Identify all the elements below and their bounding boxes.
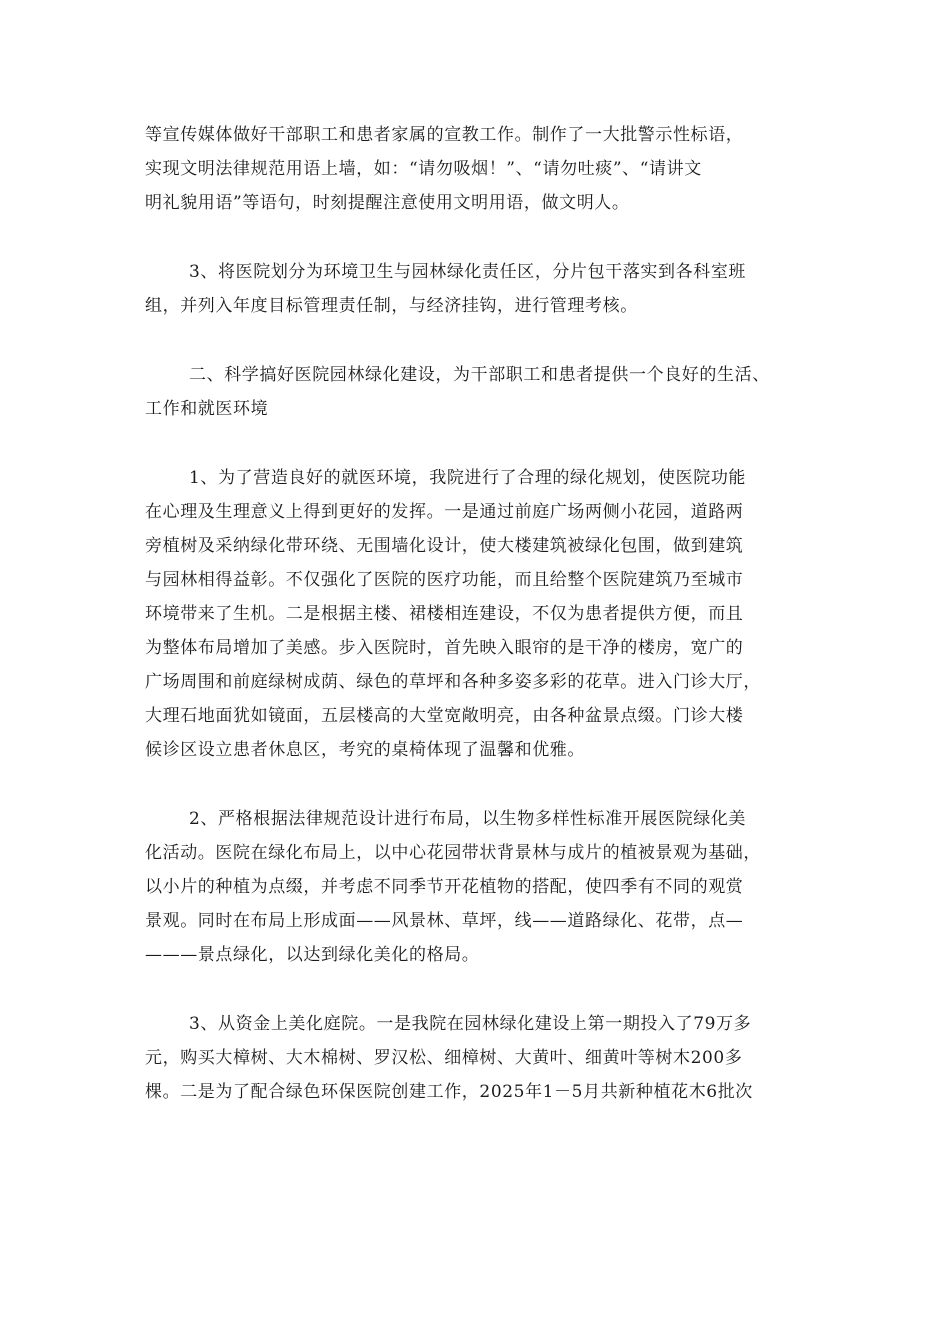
section-heading-two [145, 358, 825, 426]
text-line: 以小片的种植为点缀，并考虑不同季节开花植物的搭配，使四季有不同的观赏 [145, 877, 744, 897]
text-line: 旁植树及采纳绿化带环绕、无围墙化设计，使大楼建筑被绿化包围，做到建筑 [145, 536, 744, 556]
text-line: 为整体布局增加了美感。步入医院时，首先映入眼帘的是干净的楼房，宽广的 [145, 638, 744, 658]
text-line: 环境带来了生机。二是根据主楼、裙楼相连建设，不仅为患者提供方便，而且 [145, 604, 744, 624]
text-line: 在心理及生理意义上得到更好的发挥。一是通过前庭广场两侧小花园，道路两 [145, 502, 744, 522]
text-line: 化活动。医院在绿化布局上，以中心花园带状背景林与成片的植被景观为基础， [145, 843, 761, 863]
text-line: 3、从资金上美化庭院。一是我院在园林绿化建设上第一期投入了79万多 [189, 1014, 752, 1034]
text-line: 大理石地面犹如镜面，五层楼高的大堂宽敞明亮，由各种盆景点缀。门诊大楼 [145, 706, 744, 726]
paragraph-green-planning [145, 461, 825, 767]
text-line: 3、将医院划分为环境卫生与园林绿化责任区，分片包干落实到各科室班 [189, 262, 747, 282]
text-line: 等宣传媒体做好干部职工和患者家属的宣教工作。制作了一大批警示性标语， [145, 125, 744, 145]
paragraph-layout-design [145, 802, 825, 972]
text-line: 2、严格根据法律规范设计进行布局，以生物多样性标准开展医院绿化美 [189, 809, 747, 829]
paragraph-propaganda [145, 118, 825, 220]
text-line: 工作和就医环境 [145, 399, 269, 419]
paragraph-responsibility-zones [145, 255, 825, 323]
text-line: 广场周围和前庭绿树成荫、绿色的草坪和各种多姿多彩的花草。进入门诊大厅， [145, 672, 761, 692]
text-line: 与园林相得益彰。不仅强化了医院的医疗功能，而且给整个医院建筑乃至城市 [145, 570, 744, 590]
text-line: 元，购买大樟树、大木棉树、罗汉松、细樟树、大黄叶、细黄叶等树木200多 [145, 1048, 743, 1068]
text-line: 二、科学搞好医院园林绿化建设，为干部职工和患者提供一个良好的生活、 [189, 365, 770, 385]
text-line: 景观。同时在布局上形成面——风景林、草坪，线——道路绿化、花带，点— [145, 911, 744, 931]
text-line: 1、为了营造良好的就医环境，我院进行了合理的绿化规划，使医院功能 [189, 468, 747, 488]
text-line: 候诊区设立患者休息区，考究的桌椅体现了温馨和优雅。 [145, 740, 585, 760]
text-line: 实现文明法律规范用语上墙，如：“请勿吸烟！”、“请勿吐痰”、“请讲文 [145, 159, 702, 179]
document-body [145, 118, 825, 1144]
text-line: 组，并列入年度目标管理责任制，与经济挂钩，进行管理考核。 [145, 296, 638, 316]
text-line: 明礼貌用语”等语句，时刻提醒注意使用文明用语，做文明人。 [145, 193, 630, 213]
paragraph-funding [145, 1007, 825, 1109]
text-line: 棵。二是为了配合绿色环保医院创建工作，2025年1－5月共新种植花木6批次 [145, 1082, 753, 1102]
text-line: ———景点绿化，以达到绿化美化的格局。 [145, 945, 480, 965]
